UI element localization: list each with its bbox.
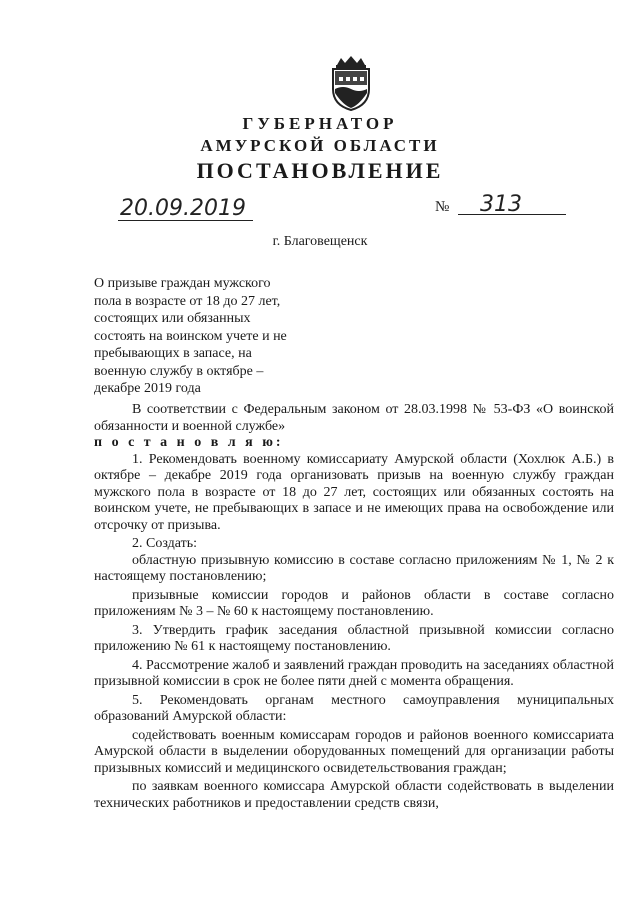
number-label: № <box>435 199 450 215</box>
body-paragraph: по заявкам военного комиссара Амурской области содействовать в выделении технических работников и предоставлении средств связи, <box>94 779 614 811</box>
body-paragraph: 4. Рассмотрение жалоб и заявлений граждан проводить на заседаниях областной призывной комиссии в срок не более пяти дней с момента обращения. <box>94 657 614 689</box>
date-underline <box>118 220 253 221</box>
decree-word: п о с т а н о в л я ю: <box>94 435 284 450</box>
subject-line: состоять на воинском учете и не <box>94 328 287 344</box>
body-paragraph: областную призывную комиссию в составе согласно приложениям № 1, № 2 к настоящему постановлению; <box>94 552 614 584</box>
decree-subject <box>94 275 324 398</box>
body-paragraph: 5. Рекомендовать органам местного самоуправления муниципальных образований Амурской области: <box>94 692 614 724</box>
body-paragraph: 3. Утвердить график заседания областной призывной комиссии согласно приложению № 61 к настоящему постановлению. <box>94 622 614 654</box>
subject-line: военную службу в октябре – <box>94 363 264 379</box>
coat-of-arms-emblem <box>325 55 377 111</box>
body-paragraph: 1. Рекомендовать военному комиссариату Амурской области (Хохлюк А.Б.) в октябре – декабре 2019 года организовать призыв на военную службу граждан мужского пола в возрасте от 18 до 27 лет, состоящих или обязанных состоять на воинском учете, не пребывающих в запасе и не имеющих права на освобождение или отсрочку от призыва. <box>94 451 614 533</box>
decree-date: 20.09.2019 <box>120 196 246 221</box>
header-title-decree: ПОСТАНОВЛЕНИЕ <box>196 158 444 183</box>
preamble-paragraph: В соответствии с Федеральным законом от 28.03.1998 № 53-ФЗ «О воинской обязанности и военной службе» <box>94 402 614 434</box>
subject-line: пола в возрасте от 18 до 27 лет, <box>94 293 281 309</box>
number-underline <box>458 214 566 215</box>
subject-line: состоящих или обязанных <box>94 311 251 326</box>
decree-number: 313 <box>480 192 522 217</box>
body-paragraph: призывные комиссии городов и районов области в составе согласно приложениям № 3 – № 60 к настоящему постановлению. <box>94 587 614 619</box>
decree-body <box>94 402 614 812</box>
subject-line: декабре 2019 года <box>94 381 201 396</box>
subject-line: О призыве граждан мужского <box>94 276 271 291</box>
header-title-governor: ГУБЕРНАТОР <box>242 114 398 133</box>
header-title-region: АМУРСКОЙ ОБЛАСТИ <box>200 136 440 155</box>
subject-line: пребывающих в запасе, на <box>94 346 252 361</box>
city-name: г. Благовещенск <box>272 234 368 249</box>
body-paragraph: 2. Создать: <box>132 536 197 551</box>
body-paragraph: содействовать военным комиссарам городов и районов военного комиссариата Амурской области в выделении оборудованных помещений для организации работы призывных комиссий и медицинского освидетельствования граждан; <box>94 727 614 776</box>
